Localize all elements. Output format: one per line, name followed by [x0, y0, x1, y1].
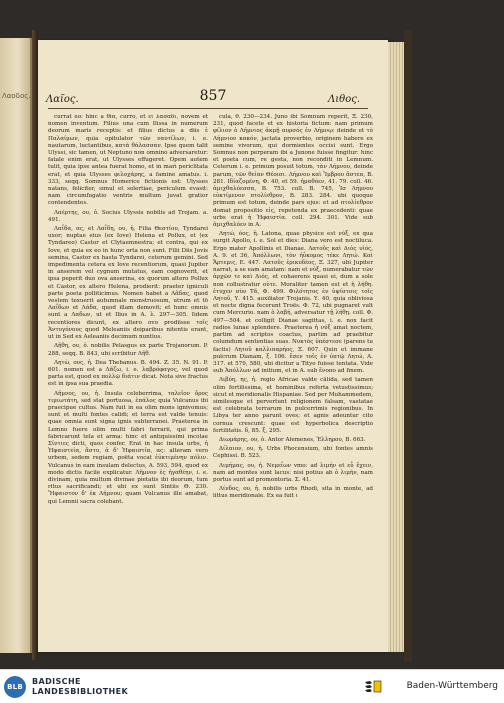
entry-paragraph: Δίλαιον, ου, ἡ. Urbs Phocensium, ubi fontes amnis Cephissi. B. 523.	[213, 446, 373, 460]
running-head	[38, 88, 388, 108]
running-head-right: Λιθος.	[328, 94, 360, 105]
left-page-headword: Λαοδος.	[2, 92, 31, 100]
library-name-line1: BADISCHE	[32, 677, 81, 686]
entry-paragraph: Λητὼ, ους, ἡ. Dea Thebanus. B. 494. Z. 35. N. 91. P. 601. nomen est a Λᾶζω, i. e. λαβρόφαγος, vel quod parta est, quod ex πολλῷ διάτιν dicat. Nota sive fractus est in ipsa sua praedia.	[48, 359, 208, 388]
book-page	[38, 40, 388, 652]
entry-paragraph: Λιβύη, ης, ἡ. regio Africae valde cālida, sed tamen olim fertilissima, et hominibus referta vetustissimus; sicut et meridionalis Hispaniae. Sed per Muhammedem, similesque et pervertunt religionem falsam, vastatae est celebrata terrarum in pulcerrimis regionibus. In Libya ter anno parunt oves; et agnis adeuntur cito cornua crescunt: quae est hyperbolica descriptio fertilitatis. δ, 85. ξ, 295.	[213, 377, 373, 434]
footer-bar	[0, 669, 504, 703]
entry-paragraph: Λαΐδα, ας, et Λαΐδη, ου, ἡ. Filia Θεστίου, Tyndarei uxor; nuptae eius (ex Iove) Helena et Pollux, et (ex Tyndareo) Castor et Clytaemnestra; et contra, qui ex Iove, et quia ex eo in hunc orta non sunt. Filii Diis Jovis semina, Castor ex hasta Tyndarei, ceterum gemini. Sed impedimenta cetera ex Iove recentiorum, quasi Jupiter in anserem vel cygnum mutatus, eam cognoverit, et ipsa peperit duo ova anserina, ex quorum altero Pollux et Castor, ex altero Helena, prodierit: praeter igniculi parte poeta polliticimus. Nomen habet a Λᾶδας, quod vestem texuerit autumnale monstruosum, utrum et tō Λαΐδων et Λάδα, quod illam demovit; et hunc omnis sunt a Λαδων, ut et Ilius in A. λ. 297—305. Iidem recentiores dicunt, ex altero ovo prodiisse τοῖς Ἀντυγόνους quod Meleaniis deiparibus nitentis erant, ut in Sed ex Aeleaniis decimum nuntius.	[48, 226, 208, 341]
text-column-left	[48, 114, 208, 634]
left-page-edge	[0, 38, 32, 653]
book-back-cover	[404, 30, 412, 662]
state-name: Baden-Württemberg	[406, 681, 498, 691]
running-head-left: Λαῖος.	[46, 94, 79, 105]
page-number: 857	[199, 88, 227, 104]
entry-paragraph: cula, θ. 230—234. Juno ibi Somnum reperit, Ξ. 230, 231, quod facete et ex historia fictum: nam primum φίλιον ὁ Λήμνιος ἀκμῇ πυρσός ἐν Λήμνῳ: deinde et τὸ Λήμνιον κακόν, jactata proverbio, originem habere ex semine vivorum, qui dormientes occisi sunt. Ergo Somnus non perperam ibi a Junone fuisse fingitur: hinc et poeta cum, re gesta, non reconditi in Lemnum. Ceterum i. e. primum posuit totum, τὰν Λήμνου, deinde parum, τῶν θείαν Θέοισι. Λήμνου καὶ Ἴμβρου ἅστεα, B. 281. Ιδίαζομένη, Φ. 40, et 59. ἠμαθόεν, 41. 79. coll. 46. ἀμιχθαλόεσσα, B. 753. coll. B. 745, Ἰσ Λήμνου εὐκτίμενον πτολίεθρον, B. 283. 284. ubi quoque primum est totum, deinde pars ejus: et ad πτολίεθρον domat propositio εἰς, repetenda ex praecedenti: quae urbs erat ἡ Ἡφαιστία. coll. 294. 301. Vide sub ἀμιχθαλόεν in A.	[213, 114, 373, 229]
entry-paragraph: Λῆθη, ου, ὁ. nobilis Pelasgus ex parte Trojanorum. P. 288, seqq. B. 843, ubi scribitur Λῆθ.	[48, 343, 208, 357]
header-rule	[48, 108, 368, 109]
entry-paragraph: currat eo: hinc a θiα, curro, et εἰ λασαδι, novem et nomen inventum. Filius una cum Ilissa in numerum deorum maris receptis: et filius dictus a diis ἐ Παλαίμων, quia opitulator τῶν ναυτίλων, i. e. nautarum, luctantibus, κατὰ θάλασσαν. Ipse quem talit Ulyssi, sic tamen, ut Neptuno non omnino adversaretur: fatale enim erat, ut Ulysses effugeret. Opem autem tulit, quia ipse antea fuerat homo, et in mari periclitata erat, et quia Ulysses φιλοχάρης, a famine amatus. i. 333, seqq. Somnus Homerice fictionis est: Ulysses natans, feliciter, simul et solertiae, periculum evasit: nam circumfugatio ventris multum juvat gratior contendentes.	[48, 114, 208, 207]
entry-paragraph: Διωμάρης, ου, ὁ. Antor Alemenes, Ἑλληρου, Β. 663.	[219, 436, 366, 443]
blb-logo[interactable]: BLB	[4, 676, 26, 698]
entry-paragraph: Λῆμνος, ου, ἡ. Insula celeberrima, ταλεῖον ὄρος τιμιωτάτη, sed stat portuosa, ἐπάλος quia Vulcanus ibi praecipue cultus. Nam fuit in ea olim mons ignivomus; sunt et multi fontes calidi; et terra est valde tenuis: quae omnia sunt signa ignis subterranei. Praeterea in Lemno fuere olim multi fabri ferrarii, qui prima fabricarunt tela et arma: hinc et antiquissimi incolae Σίντιες dicti, quos confer. Erat in hac insula urbs, ἡ Ἡφαιστεία, ἄστυ, ἀ δ' Ἡφαιστία, ας: alteram vero urbem, sedem regiam, poëta vocat ἐϋκτιμένην πόλιν. Vulcanus in eam insulam delectus, A. 593, 594, quod ex modo dictis facile explicatur. Λῆμνον ἐς ἠγαθέην, i. e. divinam, quia multum divinae pietatis ibi deorum, tum ritus sacrificandi; et ubi ex sunt Sintiis Θ. 230. Ἥφαιστον δ' ἐκ Λήμνου; quam Vulcanus ille amabat, qui Lemnii sacra colebant.	[48, 390, 208, 505]
text-column-right	[213, 114, 373, 634]
entry-paragraph: Λαέρτης, ου, ὁ. Socius Ulyssis nobilis ad Trojam. a. 491.	[48, 209, 208, 223]
lions-crest-icon	[364, 679, 382, 694]
library-name	[32, 677, 128, 697]
library-name-line2: LANDESBIBLIOTHEK	[32, 687, 129, 696]
entry-paragraph: Λητώ, όος, ἡ. Latona, quae physice est νύξ, ex qua surgit Apollo, i. e. Sol et dies: Diana vero est noctiluca. Ergo mater Apollinis et Dianae. Λατοῦς καὶ Διὸς υἱός, A. 9. et 36, Ἀπόλλωνι, τὸν ἠΰκομος τέκε Λητώ. Καὶ Ἄρτεμις, Ε. 447. Λατοῦς ἐρικυδέος, Ξ. 327, ubi Jupiter narrat, a se eam amatam: nam et νύξ, numerabatur τῶν ἀρχῶν τε καὶ Διός, et cohaerens quasi ei, dum a sole non collustratur οὐτε. Moraliter tamen est et ἡ λήθη. ἐτυχεν σὺν Τᾶ, Φ. 499. Φιλότητος ἐν ὑψίστοις τοῖς Λητοῦ, Υ. 415. auxiliator Trojanis. Υ. 40, quia obliviosa et nocte digna fecerunt Troës. Φ. 72, ubi pugnaret vult cum Mercurio. nam ὁ λαβή, adversatur τῇ λήθῃ. coll. Φ. 497—504. et colligit Dianae sagittas, i. e. nox facit radios lunae splendere. Praeterea ἡ νύξ amat noctem, partim ad scriptos coactus, partim ad praebitur columdum sententias suas. Νυκτὸς ὑπέστεσε (parens tu factis) Λητοῦ καλλιπαρήος, Ξ. 607. Quin et immane pulcrum Dianam, ξ. 106. ἔσεν τοῖς ἐν ὑπτῷ Λητώ, A. 317. et 579, 580, ubi dicitur a Tityo fuisse tentata. Vide sub Ἀπόλλων ad initium, et in A. sub ἔνοπο ad finem.	[213, 231, 373, 375]
entry-paragraph: Λιμήμας, ου, ἡ. Νεμεΐων vmo: ad λιμήν et εὖ ἔχειν, nam ad montes sunt lacus: nisi potius ab ὁ λιμήν, nam portus sunt ad promontoria. Σ. 41.	[213, 462, 373, 483]
entry-paragraph: Λίνδος, ου, ἡ. nobilis urbs Rhodi, sita in monte, ad littus meridionale. Ex ea fuit ι	[213, 486, 373, 500]
